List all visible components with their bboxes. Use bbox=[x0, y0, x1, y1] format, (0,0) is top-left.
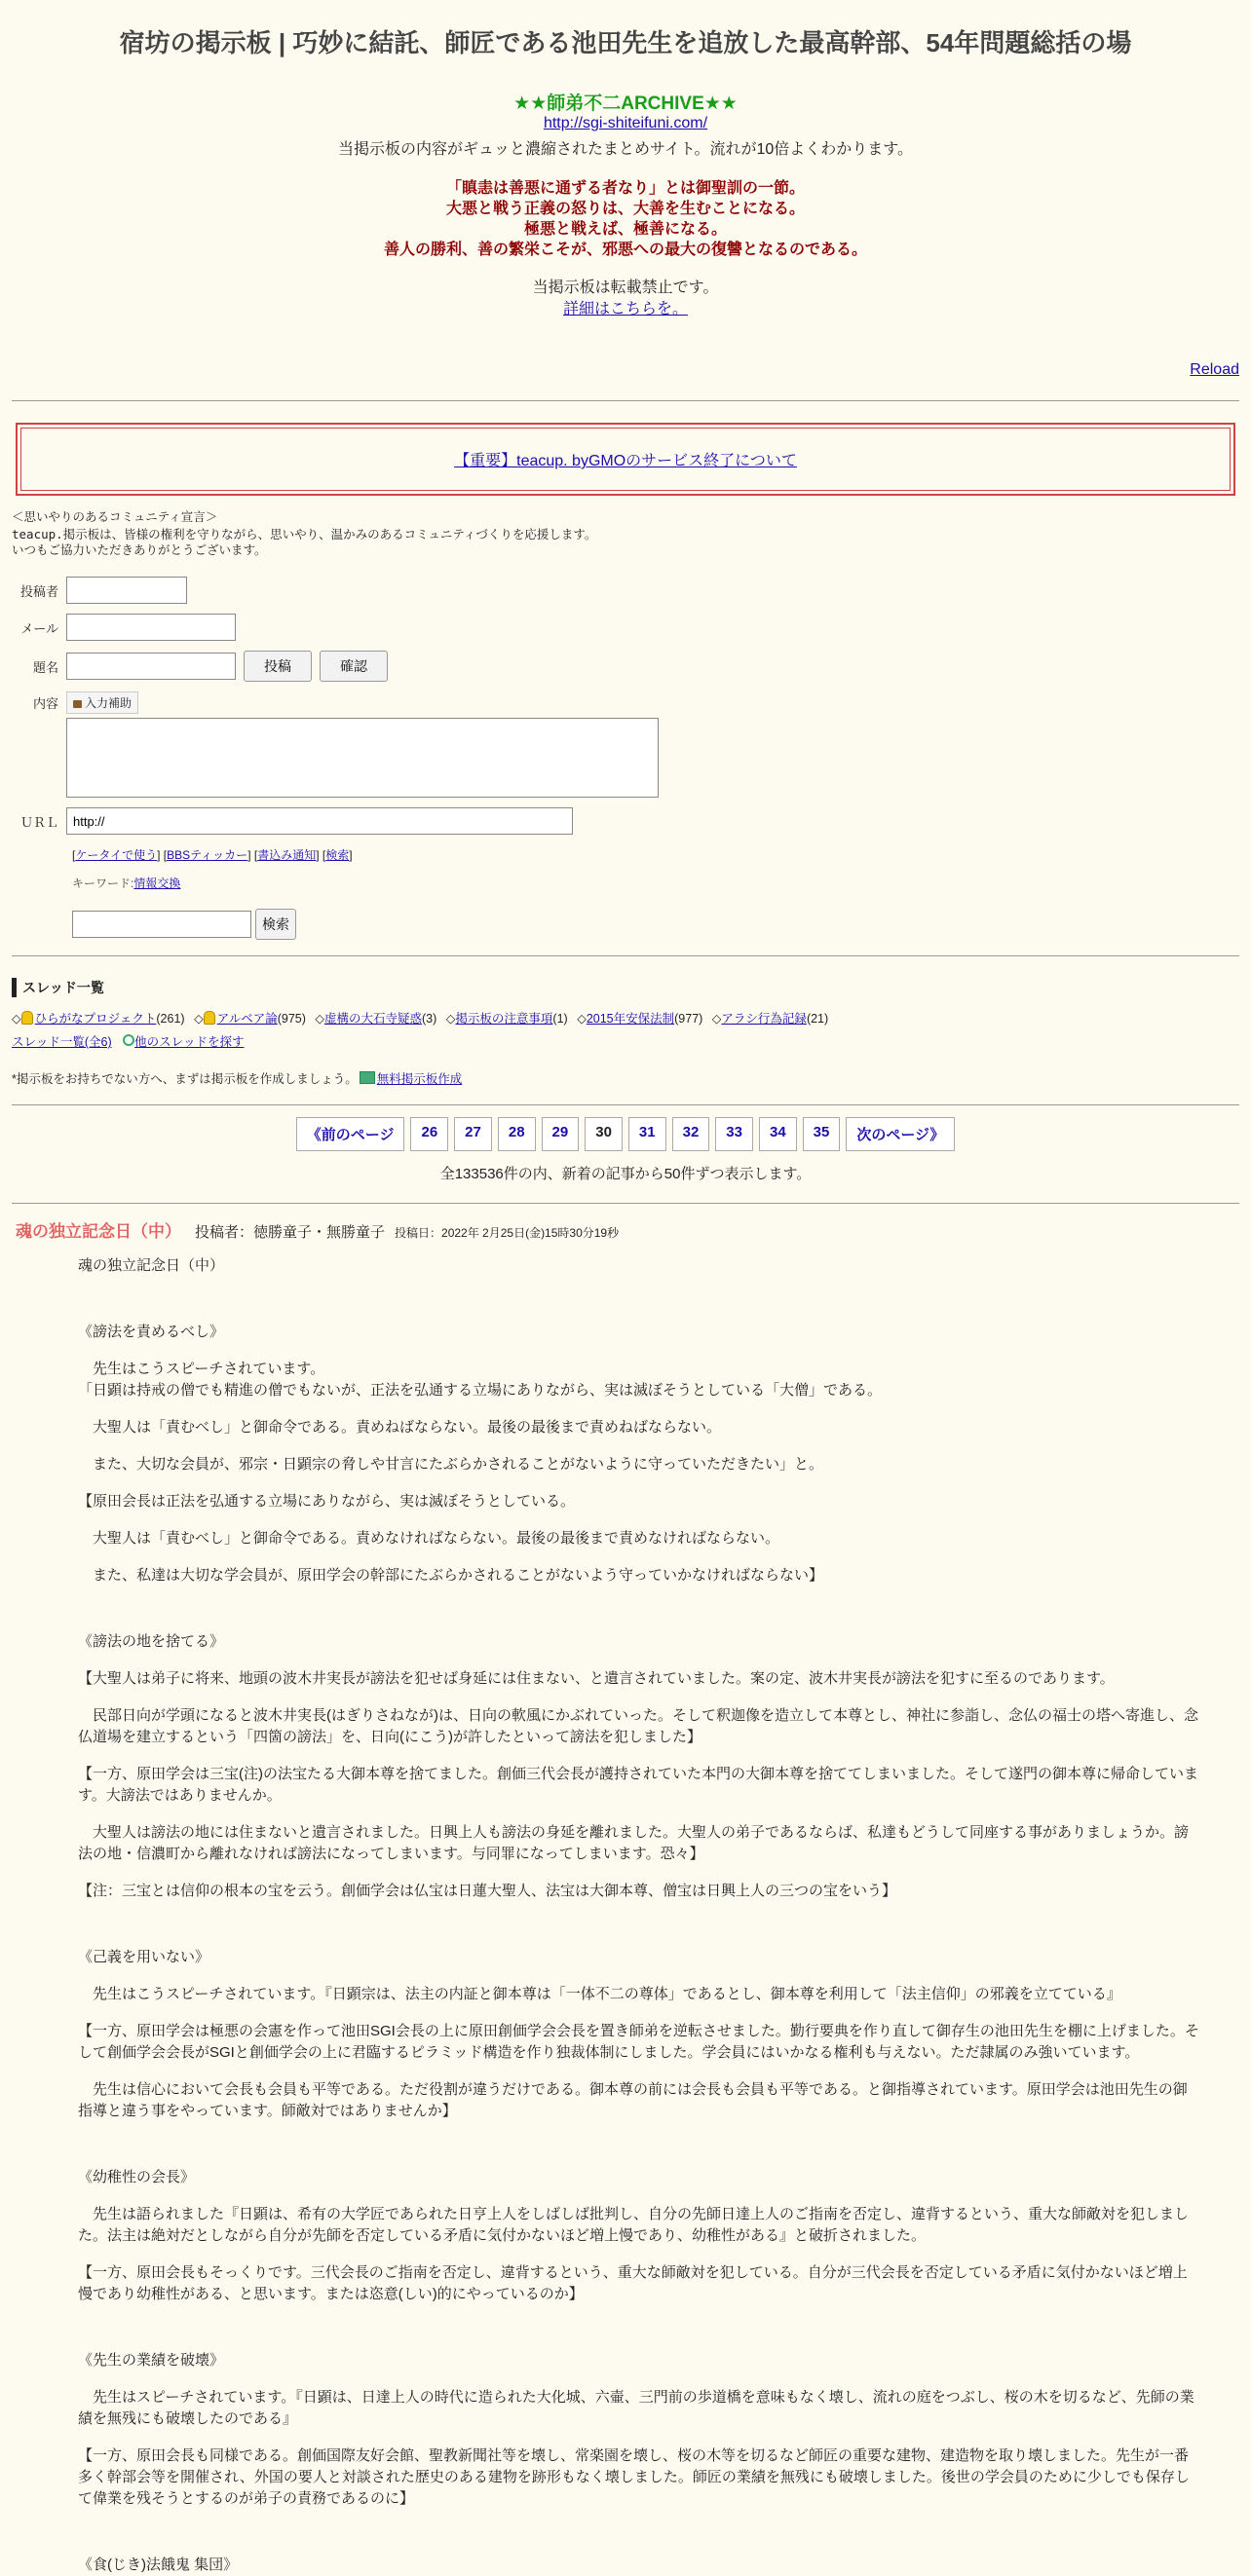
important-notice-link[interactable]: 【重要】teacup. byGMOのサービス終了について bbox=[454, 453, 797, 469]
post-paragraph: 【一方、原田学会は三宝(注)の法宝たる大御本尊を捨てました。創価三代会長が護持されていた本門の大御本尊を捨ててしまいました。そして遂門の御本尊に帰命しています。大謗法ではありませんか。 bbox=[78, 1766, 1198, 1804]
post-paragraph: また、大切な会員が、邪宗・日顕宗の脅しや甘言にたぶらかされることがないように守っていただきたい」と。 bbox=[78, 1456, 824, 1473]
quote-line: 大悪と戦う正義の怒りは、大善を生むことになる。 bbox=[445, 201, 805, 217]
post-form bbox=[12, 577, 1239, 940]
community-line: ＜思いやりのあるコミュニティ宣言＞ bbox=[12, 510, 218, 524]
post-paragraph: 大聖人は「責むべし」と御命令である。責めなければならない。最後の最後まで責めなければならない。 bbox=[78, 1530, 780, 1547]
utility-links: [ケータイで使う] [BBSティッカー] [書込み通知] [検索] bbox=[72, 848, 353, 862]
post-paragraph: 大聖人は謗法の地には住まないと遺言されました。日興上人も謗法の身延を離れました。大聖人の弟子であるならば、私達もどうして同座する事がありましょうか。謗法の地・信濃町から離れなければ謗法になってしまいます。与同罪になってしまいます。恐々】 bbox=[78, 1824, 1190, 1862]
post-paragraph: 《己義を用いない》 bbox=[78, 1949, 210, 1965]
reload-link[interactable]: Reload bbox=[1190, 361, 1239, 378]
quote-line: 極悪と戦えば、極善になる。 bbox=[523, 221, 727, 238]
post-paragraph: 先生は語られました『日顕は、希有の大学匠であられた日亨上人をしばしば批判し、自分の先師日達上人のご指南を否定し、違背するという、重大な師敵対を犯しました。法主は絶対だとしながら自分が先師を否定している矛盾に気付かないほど増上慢であり、幼稚性がある』と破折されました。 bbox=[78, 2206, 1190, 2244]
paragraph-gap bbox=[78, 1292, 1200, 1322]
post-paragraph: 先生は信心において会長も会員も平等である。ただ役割が違うだけである。御本尊の前には会長も会員も平等である。と御指導されています。原田学会は池田先生の御指導と違う事をやっています。師敵対ではありませんか】 bbox=[78, 2081, 1188, 2119]
poster-label: 投稿者 bbox=[19, 583, 58, 599]
archive-link[interactable]: http://sgi-shiteifuni.com/ bbox=[543, 115, 708, 131]
post-paragraph: 魂の独立記念日（中） bbox=[78, 1257, 225, 1274]
paragraph-gap bbox=[78, 1918, 1200, 1947]
input-assist-label: 入力補助 bbox=[85, 696, 133, 710]
page-button[interactable]: 27 bbox=[454, 1117, 492, 1151]
page-button[interactable]: 32 bbox=[672, 1117, 710, 1151]
mail-label: メール bbox=[20, 620, 58, 636]
post-paragraph: 先生はスピーチされています。『日顕は、日達上人の時代に造られた大化城、六壷、三門前の歩道橋を意味もなく壊し、流れの庭をつぶし、桜の木を切るなど、先師の業績を無残にも破壊したのである』 bbox=[78, 2389, 1194, 2427]
post-paragraph: 【原田会長は正法を弘通する立場にありながら、実は滅ぼそうとしている。 bbox=[78, 1493, 576, 1510]
post-paragraph: 《先生の業績を破壊》 bbox=[78, 2352, 225, 2369]
content-label: 内容 bbox=[32, 696, 58, 711]
post-paragraph: 先生はこうスピーチされています。『日顕宗は、法主の内証と御本尊は「一体不二の尊体」であるとし、御本尊を利用して「法主信仰」の邪義を立てている』 bbox=[78, 1986, 1121, 2002]
current-page: 30 bbox=[585, 1117, 623, 1151]
post-paragraph: 【大聖人は弟子に将来、地頭の波木井実長が謗法を犯せば身延には住まない、と遺言されていました。案の定、波木井実長が謗法を犯すに至るのであります。 bbox=[78, 1670, 1115, 1687]
post-paragraph: 《幼稚性の会長》 bbox=[78, 2169, 196, 2185]
page bbox=[0, 23, 1251, 2576]
url-input[interactable] bbox=[66, 807, 573, 835]
page-button[interactable]: 33 bbox=[715, 1117, 753, 1151]
subject-label: 題名 bbox=[32, 659, 58, 675]
lock-icon bbox=[73, 700, 82, 708]
page-button[interactable]: 31 bbox=[628, 1117, 666, 1151]
confirm-button[interactable]: 確認 bbox=[320, 651, 388, 682]
thread-count: (261) bbox=[156, 1012, 185, 1026]
input-assist-button[interactable] bbox=[66, 691, 138, 714]
subject-input[interactable] bbox=[66, 653, 236, 680]
post-paragraph: また、私達は大切な学会員が、原田学会の幹部にたぶらかされることがないよう守っていかなければならない】 bbox=[78, 1567, 824, 1584]
post-paragraph: 【一方、原田学会は極悪の会憲を作って池田SGI会長の上に原田創価学会会長を置き師弟を逆転させました。勤行要典を作り直して御存生の池田先生を棚に上げました。そして創価学会会長がSGIと創価学会の上に君臨するピラミッド構造を作り独裁体制にしました。学会員にはいかなる権利も与えない。ただ隷属のみ強いています。 bbox=[78, 2023, 1199, 2061]
post-paragraph: 民部日向が学頭になると波木井実長(はぎりさねなが)は、日向の軟風にかぶれていった。そして釈迦像を造立して本尊とし、神社に参詣し、念仏の福士の塔へ寄進し、念仏道場を建立するという「四箇の謗法」を、日向(にこう)が許したといって謗法を犯しました】 bbox=[78, 1707, 1198, 1745]
community-declaration bbox=[12, 509, 1239, 559]
thread-link[interactable]: 虚構の大石寺疑惑 bbox=[324, 1012, 423, 1026]
keyword-row bbox=[72, 875, 1239, 891]
post-paragraph: 《食(じき)法餓鬼 集団》 bbox=[78, 2557, 239, 2573]
post-author: 投稿者：徳勝童子・無勝童子 bbox=[195, 1224, 386, 1241]
post-paragraph: 【注：三宝とは信仰の根本の宝を云う。創価学会は仏宝は日蓮大聖人、法宝は大御本尊、僧宝は日興上人の三つの宝をいう】 bbox=[78, 1883, 897, 1899]
notify-link[interactable]: 書込み通知 bbox=[257, 848, 317, 862]
thread-count: (21) bbox=[806, 1012, 829, 1026]
thread-count: (977) bbox=[674, 1012, 703, 1026]
archive-desc: 当掲示板の内容がギュッと濃縮されたまとめサイト。流れが10倍よくわかります。 bbox=[338, 141, 913, 158]
url-label: ＵＲＬ bbox=[19, 814, 58, 830]
community-line: いつもご協力いただきありがとうございます。 bbox=[12, 543, 267, 557]
next-page-button[interactable]: 次のページ》 bbox=[846, 1117, 955, 1151]
archive-block bbox=[12, 89, 1239, 159]
divider bbox=[12, 1203, 1239, 1204]
sticker-link[interactable]: BBSティッカー bbox=[167, 848, 248, 862]
post-paragraph: 《謗法の地を捨てる》 bbox=[78, 1633, 225, 1650]
notice-text: 当掲示板は転載禁止です。 bbox=[532, 280, 719, 296]
search-input[interactable] bbox=[72, 911, 251, 938]
post-paragraph: 《謗法を責めるべし》 bbox=[78, 1324, 225, 1340]
page-button[interactable]: 28 bbox=[498, 1117, 536, 1151]
page-title: 宿坊の掲示板 | 巧妙に結託、師匠である池田先生を追放した最高幹部、54年問題総括の場 bbox=[119, 28, 1132, 57]
important-notice-box bbox=[16, 423, 1235, 496]
post-body bbox=[78, 1255, 1239, 2576]
thread-link[interactable]: アルベア論 bbox=[216, 1012, 278, 1026]
quote-line: 「瞋恚は善悪に通ずる者なり」とは御聖訓の一節。 bbox=[445, 180, 805, 197]
divider bbox=[12, 1104, 1239, 1105]
bulb-icon bbox=[204, 1011, 215, 1025]
notice bbox=[12, 278, 1239, 320]
post-button[interactable]: 投稿 bbox=[244, 651, 312, 682]
board-note bbox=[12, 1069, 1239, 1087]
post-paragraph: 大聖人は「責むべし」と御命令である。責めねばならない。最後の最後まで責めねばならない。 bbox=[78, 1419, 722, 1436]
quote-block bbox=[12, 178, 1239, 260]
notice-details-link[interactable]: 詳細はこちらを。 bbox=[562, 301, 688, 317]
pagination bbox=[12, 1117, 1239, 1151]
page-button[interactable]: 26 bbox=[410, 1117, 448, 1151]
paragraph-gap bbox=[78, 1602, 1200, 1631]
post-paragraph: 【一方、原田会長も同様である。創価国際友好会館、聖教新聞社等を壊し、常楽園を壊し、桜の木等を切るなど師匠の重要な建物、建造物を取り壊しました。先生が一番多く幹部会等を開催され、外国の要人と対談された歴史のある建物を跡形もなく壊しました。師匠の業績を無残にも破壊しました。後世の学会員のために少しでも保存して偉業を残そうとするのが弟子の責務であるのに】 bbox=[78, 2447, 1190, 2507]
paragraph-gap bbox=[78, 2138, 1200, 2167]
thread-count: (1) bbox=[552, 1012, 568, 1026]
post-paragraph: 【一方、原田会長もそっくりです。三代会長のご指南を否定し、違背するという、重大な師敵対を犯している。自分が三代会長を否定している矛盾に気付かないほど増上慢であり幼稚性がある、と思います。または恣意(しい)的にやっているのか】 bbox=[78, 2264, 1188, 2302]
poster-input[interactable] bbox=[66, 577, 187, 604]
total-count: 全133536件の内、新着の記事から50件ずつ表示します。 bbox=[439, 1166, 812, 1182]
board-note-text: *掲示板をお持ちでない方へ、まずは掲示板を作成しましょう。 bbox=[12, 1072, 358, 1086]
thread-count: (3) bbox=[422, 1012, 437, 1026]
thread-link[interactable]: 掲示板の注意事項 bbox=[455, 1012, 553, 1026]
post-date: 投稿日：2022年 2月25日(金)15時30分19秒 bbox=[395, 1226, 620, 1240]
divider bbox=[12, 400, 1239, 401]
page-button[interactable]: 29 bbox=[542, 1117, 580, 1151]
quote-line: 善人の勝利、善の繁栄こそが、邪悪への最大の復讐となるのである。 bbox=[383, 242, 867, 258]
community-line: teacup.掲示板は、皆様の権利を守りながら、思いやり、温かみのあるコミュニティづくりを応援します。 bbox=[12, 527, 597, 541]
thread-link[interactable]: ひらがなプロジェクト bbox=[34, 1012, 157, 1026]
page-button[interactable]: 34 bbox=[759, 1117, 797, 1151]
thread-list: ◇ ひらがなプロジェクト(261) ◇ アルベア論(975) ◇虚構の大石寺疑惑(3) ◇掲示板の注意事項(1) ◇2015年安保法制(977) ◇アラシ行為記録(21) スレッド一覧(全6) 他のスレッドを探す bbox=[12, 1012, 829, 1049]
thread-link[interactable]: アラシ行為記録 bbox=[721, 1012, 807, 1026]
prev-page-button[interactable]: 《前のページ bbox=[296, 1117, 405, 1151]
paragraph-gap bbox=[78, 2321, 1200, 2350]
keyword-link[interactable]: 情報交換 bbox=[133, 877, 181, 890]
thread-link[interactable]: 2015年安保法制 bbox=[586, 1012, 675, 1026]
search-row bbox=[72, 909, 1239, 940]
archive-name: ★★師弟不二ARCHIVE★★ bbox=[513, 93, 738, 114]
post-title: 魂の独立記念日（中） bbox=[16, 1222, 181, 1241]
paragraph-gap bbox=[78, 2525, 1200, 2555]
page-button[interactable]: 35 bbox=[803, 1117, 841, 1151]
content-textarea[interactable] bbox=[66, 718, 659, 798]
thread-list-heading: スレッド一覧 bbox=[12, 978, 1239, 997]
post-paragraph: 先生はこうスピーチされています。 「日顕は持戒の僧でも精進の僧でもないが、正法を弘通する立場にありながら、実は滅ぼそうとしている「大僧」である。 bbox=[78, 1361, 883, 1399]
bulb-icon bbox=[21, 1011, 33, 1025]
find-threads-link[interactable]: 他のスレッドを探す bbox=[134, 1035, 245, 1049]
create-board-link[interactable]: 無料掲示板作成 bbox=[376, 1072, 463, 1086]
search-button[interactable]: 検索 bbox=[255, 909, 296, 940]
all-threads-link[interactable]: スレッド一覧(全6) bbox=[12, 1035, 112, 1049]
search-link[interactable]: 検索 bbox=[325, 848, 350, 862]
mail-input[interactable] bbox=[66, 614, 236, 641]
keyword-label: キーワード: bbox=[72, 877, 134, 890]
board-icon bbox=[360, 1071, 375, 1084]
divider bbox=[12, 955, 1239, 956]
post-header bbox=[16, 1217, 1239, 1242]
mobile-link[interactable]: ケータイで使う bbox=[75, 848, 158, 862]
search-icon bbox=[123, 1034, 134, 1046]
thread-count: (975) bbox=[277, 1012, 306, 1026]
